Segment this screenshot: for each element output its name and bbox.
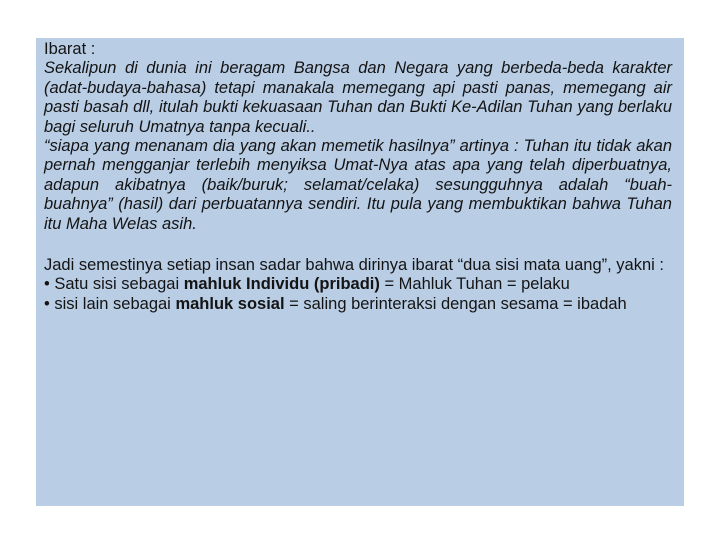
intro-text: Jadi semestinya setiap insan sadar bahwa dirinya ibarat “dua sisi mata uang”, yakni : — [44, 256, 664, 275]
content-panel — [36, 38, 684, 506]
paragraph-1: Sekalipun di dunia ini beragam Bangsa dan Negara yang berbeda-beda karakter (adat-budaya-bahasa) tetapi manakala memegang api pasti panas, memegang air pasti basah dll, itulah bukti kekuasaan Tuhan dan Bukti Ke-Adilan Tuhan yang berlaku bagi seluruh Umatnya tanpa kecuali.. — [44, 59, 672, 136]
bullet-item-social — [44, 295, 672, 314]
paragraph-2: “siapa yang menanam dia yang akan memetik hasilnya” artinya : Tuhan itu tidak akan pernah mengganjar terlebih menyiksa Umat-Nya atas apa yang telah diperbuatnya, adapun akibatnya (baik/buruk; selamat/celaka) sesungguhnya adalah “buah-buahnya” (hasil) dari perbuatannya sendiri. Itu pula yang membuktikan bahwa Tuhan itu Maha Welas asih. — [44, 137, 672, 233]
bullet-suffix: = Mahluk Tuhan = pelaku — [379, 275, 570, 294]
spacer — [44, 234, 672, 256]
bullet-bold-term: mahluk Individu (pribadi) — [183, 275, 380, 294]
bullet-marker: • — [44, 275, 50, 294]
bullet-bold-term: mahluk sosial — [175, 294, 285, 313]
bullet-prefix: Satu sisi sebagai — [49, 275, 184, 294]
bullet-marker: • — [44, 294, 50, 313]
bullet-item-individual — [44, 275, 672, 294]
heading: Ibarat : — [44, 40, 96, 58]
bullet-suffix: = saling berinteraksi dengan sesama = ibadah — [284, 294, 627, 313]
bullet-prefix: sisi lain sebagai — [49, 294, 176, 313]
